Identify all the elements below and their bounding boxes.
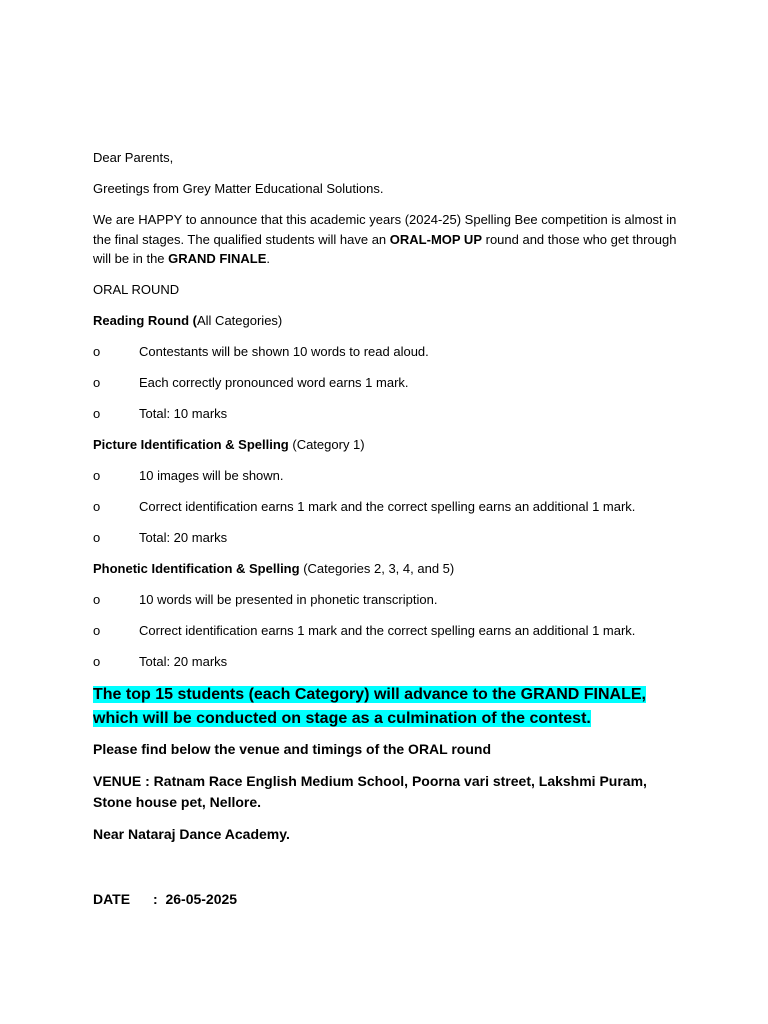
date-separator: : [153, 891, 158, 907]
intro-text-1: We are HAPPY to announce that this academic years (2024-25) Spelling Bee competition is almost in the final stages. The qualified students will have an [93, 212, 677, 247]
section-title-bold: Phonetic Identification & Spelling [93, 561, 300, 576]
date-row [93, 889, 683, 910]
list-item [93, 621, 683, 641]
section-title-rest: (Categories 2, 3, 4, and 5) [299, 561, 455, 576]
list-item-text: 10 images will be shown. [139, 468, 284, 483]
intro-bold-oral-mop-up: ORAL-MOP UP [389, 231, 482, 247]
bullet-marker: o [93, 406, 101, 421]
list-item-text: Each correctly pronounced word earns 1 mark. [139, 375, 409, 390]
section-title-picture-identification [93, 435, 683, 455]
bullet-marker: o [93, 499, 101, 514]
highlighted-text: The top 15 students (each Category) will advance to the GRAND FINALE, which will be conducted on stage as a culmination of the contest. [93, 686, 646, 727]
section-title-phonetic-identification [93, 559, 683, 579]
list-item-text: Total: 20 marks [139, 654, 228, 669]
date-label: DATE [93, 891, 131, 907]
bullet-marker: o [93, 592, 101, 607]
list-item [93, 342, 683, 362]
list-item [93, 652, 683, 672]
intro-bold-grand-finale: GRAND FINALE [168, 251, 267, 266]
list-item-text: Contestants will be shown 10 words to read aloud. [139, 344, 429, 359]
bullet-marker: o [93, 654, 101, 669]
list-item [93, 590, 683, 610]
bullet-marker: o [93, 375, 101, 390]
section-title-bold: Reading Round ( [93, 313, 197, 328]
list-item [93, 497, 683, 517]
section-title-rest: All Categories) [197, 313, 283, 328]
section-title-reading-round [93, 311, 683, 331]
section-title-bold: Picture Identification & Spelling [93, 437, 289, 452]
list-item-text: Correct identification earns 1 mark and the correct spelling earns an additional 1 mark. [139, 499, 636, 514]
list-item [93, 404, 683, 424]
list-item [93, 466, 683, 486]
oral-round-heading: ORAL ROUND [93, 282, 180, 297]
list-item-text: Total: 10 marks [139, 406, 228, 421]
intro-text-3: . [266, 251, 270, 266]
date-value: 26-05-2025 [165, 891, 238, 907]
intro-text-2: round and those who get through will be in the [93, 231, 677, 266]
list-item-text: Total: 20 marks [139, 530, 228, 545]
list-item [93, 528, 683, 548]
bullet-marker: o [93, 468, 101, 483]
list-item-text: Correct identification earns 1 mark and the correct spelling earns an additional 1 mark. [139, 623, 636, 638]
venue-intro: Please find below the venue and timings of the ORAL round [93, 741, 492, 757]
grand-finale-announcement [93, 683, 683, 731]
greeting: Greetings from Grey Matter Educational Solutions. [93, 181, 384, 196]
bullet-marker: o [93, 530, 101, 545]
bullet-marker: o [93, 344, 101, 359]
venue-landmark: Near Nataraj Dance Academy. [93, 826, 290, 842]
letter-body [93, 148, 683, 921]
venue-address: VENUE : Ratnam Race English Medium School, Poorna vari street, Lakshmi Puram, Stone house pet, Nellore. [93, 773, 647, 810]
salutation: Dear Parents, [93, 150, 174, 165]
bullet-marker: o [93, 623, 101, 638]
intro-paragraph [93, 210, 683, 269]
section-title-rest: (Category 1) [288, 437, 365, 452]
list-item-text: 10 words will be presented in phonetic transcription. [139, 592, 438, 607]
list-item [93, 373, 683, 393]
